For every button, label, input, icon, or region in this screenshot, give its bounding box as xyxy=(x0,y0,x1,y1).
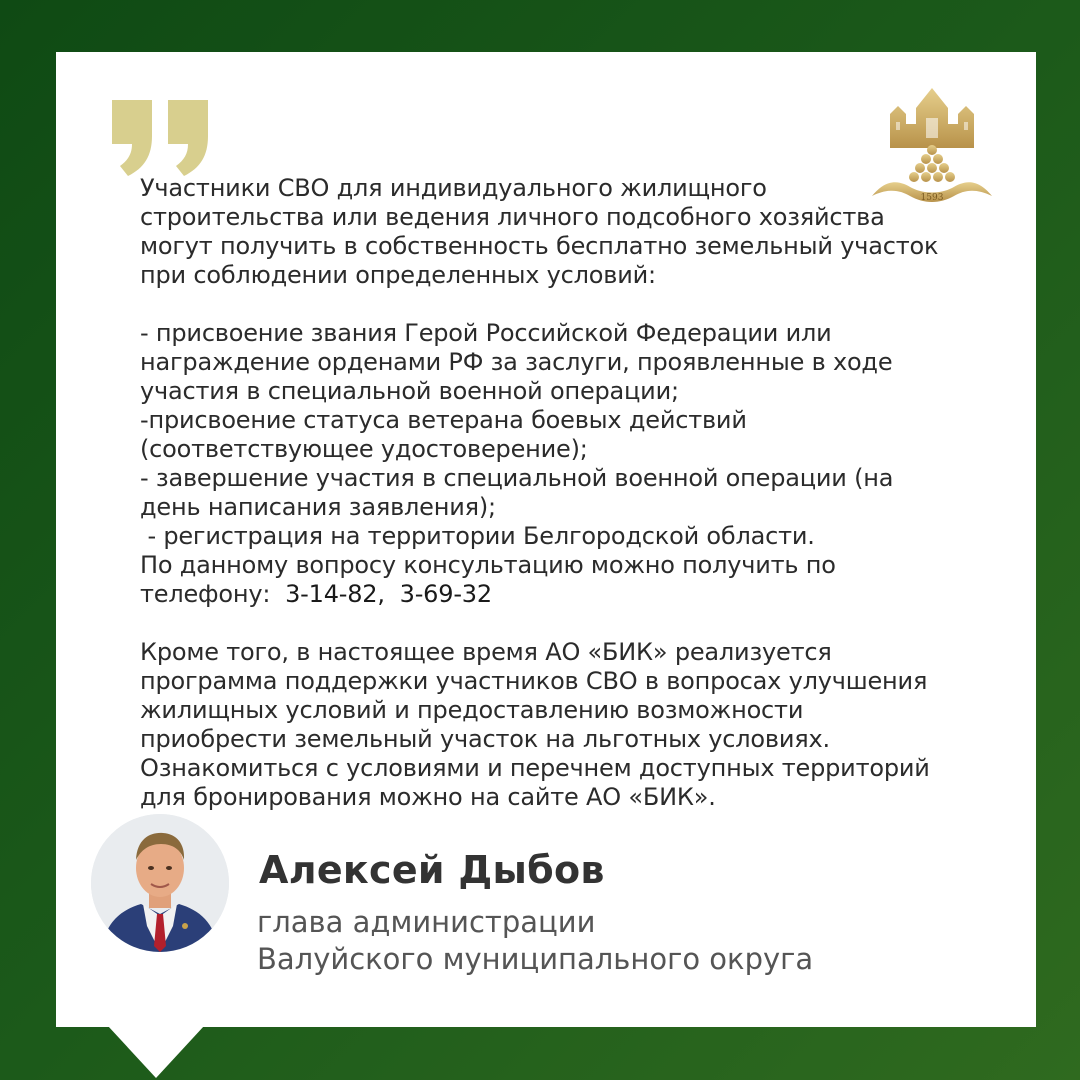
condition-line: -присвоение статуса ветерана боевых действий xyxy=(140,406,747,434)
quote-marks-icon xyxy=(106,96,218,178)
author-avatar xyxy=(91,814,229,952)
intro-line: при соблюдении определенных условий: xyxy=(140,261,656,289)
author-role-line: глава администрации xyxy=(257,905,596,939)
intro-line: Участники СВО для индивидуального жилищного xyxy=(140,174,767,202)
phone-numbers: 3-14-82, 3-69-32 xyxy=(277,580,492,608)
condition-line: - завершение участия в специальной военной операции (на xyxy=(140,464,894,492)
author-role xyxy=(257,904,813,978)
program-line: приобрести земельный участок на льготных условиях. xyxy=(140,725,830,753)
condition-line: участия в специальной военной операции; xyxy=(140,377,679,405)
phone-prefix: телефону: xyxy=(140,580,278,608)
svg-text:1593: 1593 xyxy=(920,193,944,203)
condition-line: награждение орденами РФ за заслуги, проявленные в ходе xyxy=(140,348,893,376)
intro-line: могут получить в собственность бесплатно земельный участок xyxy=(140,232,939,260)
program-line: Кроме того, в настоящее время АО «БИК» реализуется xyxy=(140,638,832,666)
program-line: для бронирования можно на сайте АО «БИК». xyxy=(140,783,716,811)
quote-text xyxy=(140,174,1020,812)
condition-line: По данному вопросу консультацию можно получить по xyxy=(140,551,836,579)
phone-line xyxy=(140,580,1020,609)
intro-line: строительства или ведения личного подсобного хозяйства xyxy=(140,203,885,231)
author-role-line: Валуйского муниципального округа xyxy=(257,942,814,976)
program-line: программа поддержки участников СВО в вопросах улучшения xyxy=(140,667,928,695)
condition-line: - регистрация на территории Белгородской области. xyxy=(140,522,815,550)
program-line: Ознакомиться с условиями и перечнем доступных территорий xyxy=(140,754,930,782)
condition-line: день написания заявления); xyxy=(140,493,496,521)
condition-line: - присвоение звания Герой Российской Федерации или xyxy=(140,319,832,347)
speech-tail xyxy=(108,1026,204,1078)
condition-line: (соответствующее удостоверение); xyxy=(140,435,588,463)
author-name: Алексей Дыбов xyxy=(259,848,605,892)
program-line: жилищных условий и предоставлению возможности xyxy=(140,696,804,724)
